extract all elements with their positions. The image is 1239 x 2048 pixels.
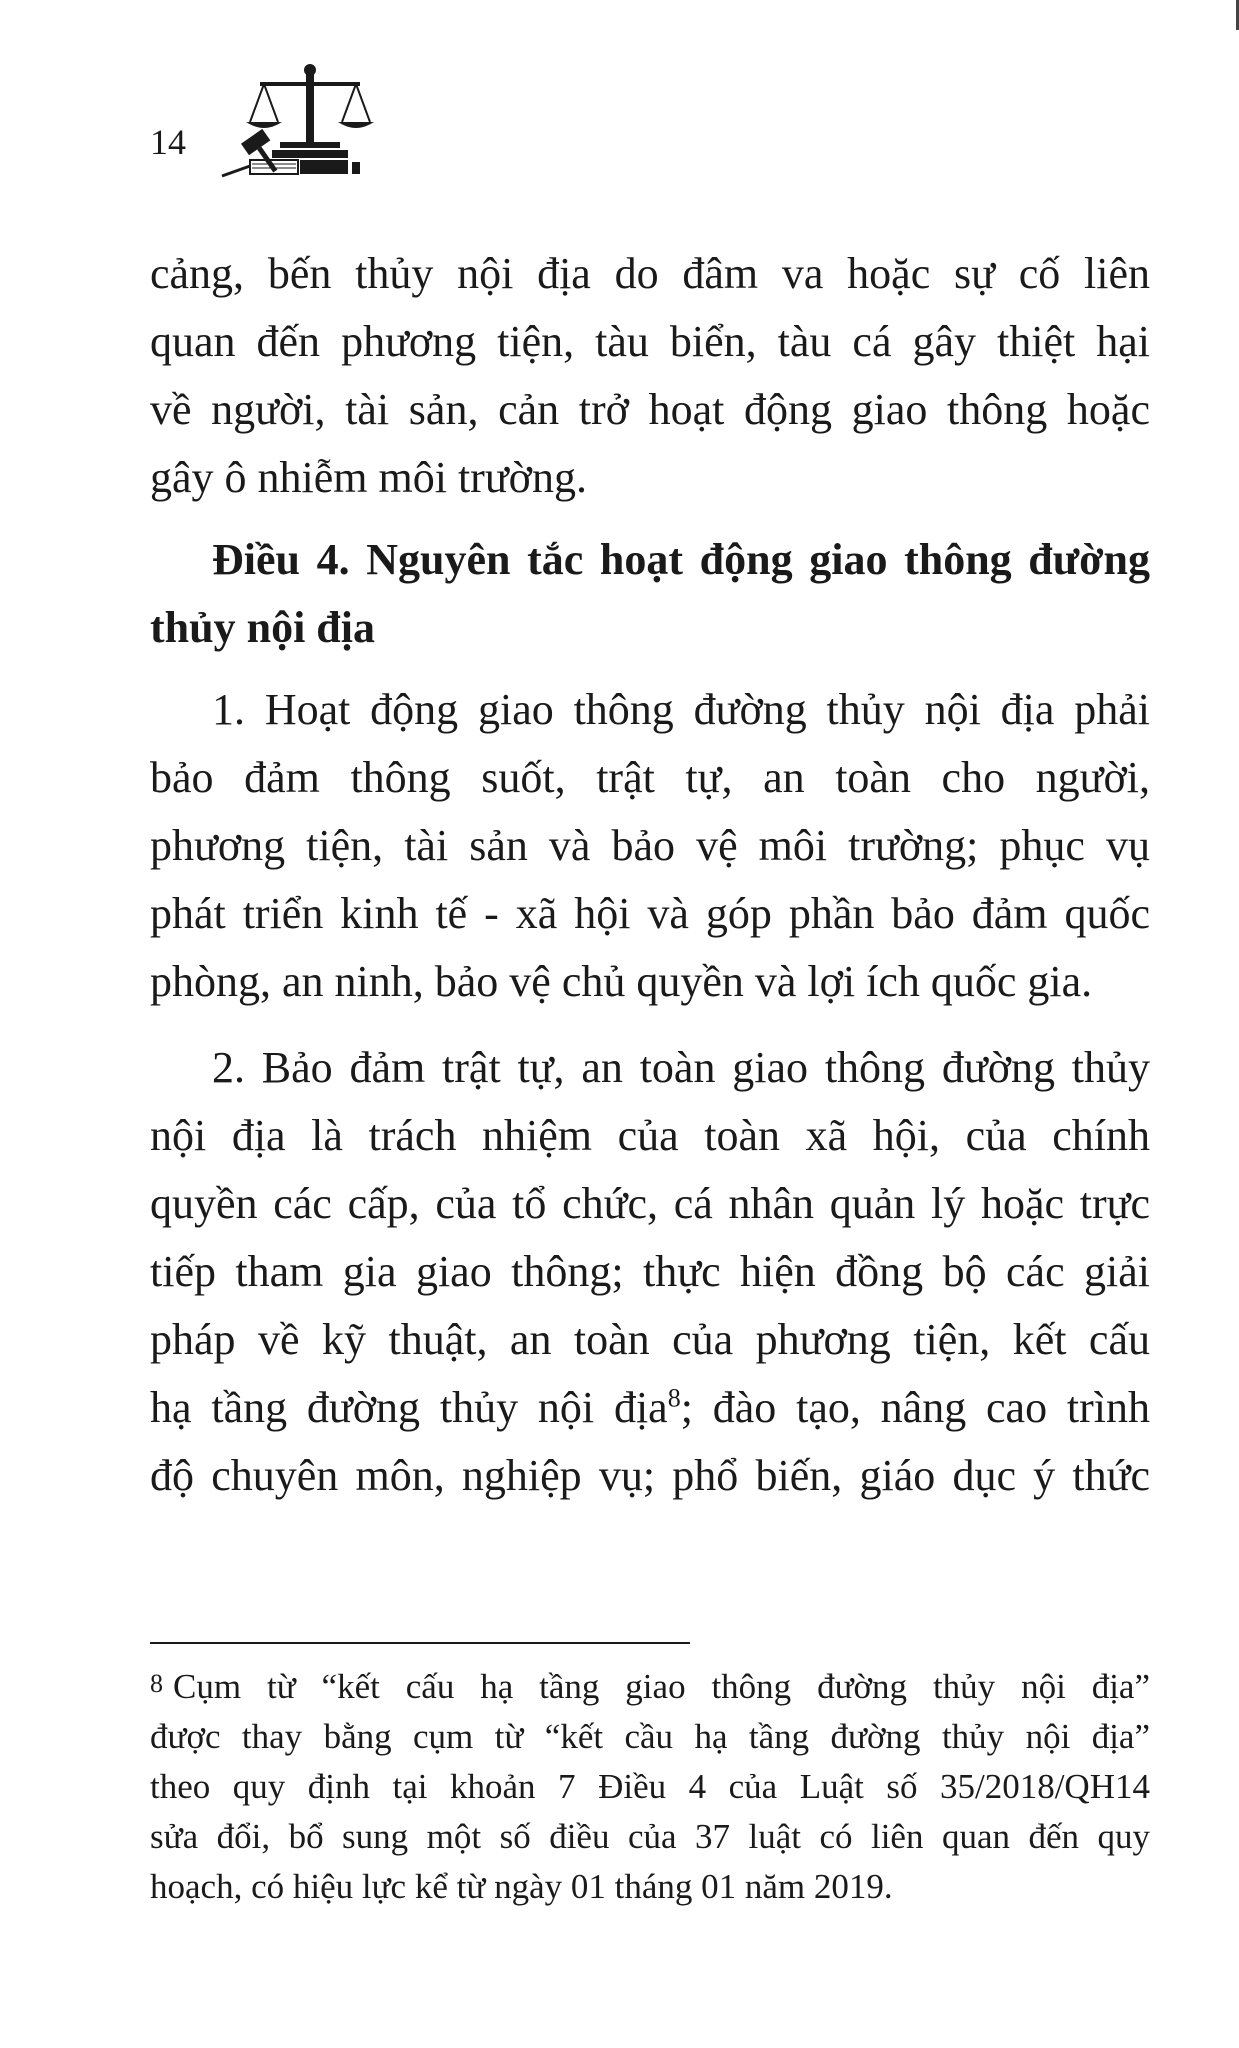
footnote-line: theo quy định tại khoản 7 Điều 4 của Luật số 35/2018/QH14: [150, 1767, 1150, 1806]
footnote-reference: 8: [667, 1383, 681, 1413]
text-fragment: hạ tầng đường thủy nội địa: [150, 1383, 668, 1432]
heading-line: Điều 4. Nguyên tắc hoạt động giao thông đường: [212, 535, 1150, 584]
scales-of-justice-gavel-icon: [220, 60, 400, 180]
text-line: gây ô nhiễm môi trường.: [150, 453, 587, 502]
text-fragment: ; đào tạo, nâng cao trình: [680, 1383, 1150, 1432]
footnote-line: hoạch, có hiệu lực kể từ ngày 01 tháng 01 năm 2019.: [150, 1867, 893, 1906]
text-line: phòng, an ninh, bảo vệ chủ quyền và lợi ích quốc gia.: [150, 957, 1093, 1006]
text-line-with-footnote-ref: [150, 1374, 1150, 1442]
body-text: [150, 240, 1150, 1510]
article-heading: [150, 526, 1150, 662]
footnote-divider: [150, 1642, 690, 1644]
footnote-line: [150, 1662, 1150, 1712]
text-line: phương tiện, tài sản và bảo vệ môi trường; phục vụ: [150, 821, 1150, 870]
text-line: cảng, bến thủy nội địa do đâm va hoặc sự cố liên: [150, 249, 1150, 298]
text-line: bảo đảm thông suốt, trật tự, an toàn cho người,: [150, 753, 1150, 802]
footnote-text: Cụm từ “kết cấu hạ tầng giao thông đường thủy nội địa”: [173, 1667, 1150, 1706]
text-line: phát triển kinh tế - xã hội và góp phần bảo đảm quốc: [150, 889, 1150, 938]
text-line: pháp về kỹ thuật, an toàn của phương tiện, kết cấu: [150, 1315, 1150, 1364]
clause-2: [150, 1034, 1150, 1510]
text-line: quan đến phương tiện, tàu biển, tàu cá gây thiệt hại: [150, 317, 1150, 366]
text-line: 1. Hoạt động giao thông đường thủy nội địa phải: [212, 685, 1150, 734]
footnote-line: sửa đổi, bổ sung một số điều của 37 luật có liên quan đến quy: [150, 1817, 1150, 1856]
text-line: quyền các cấp, của tổ chức, cá nhân quản lý hoặc trực: [150, 1179, 1150, 1228]
text-line: độ chuyên môn, nghiệp vụ; phổ biến, giáo dục ý thức: [150, 1451, 1150, 1500]
text-line: 2. Bảo đảm trật tự, an toàn giao thông đường thủy: [212, 1043, 1150, 1092]
text-line: tiếp tham gia giao thông; thực hiện đồng bộ các giải: [150, 1247, 1150, 1296]
footnote: [150, 1662, 1150, 1912]
text-line: về người, tài sản, cản trở hoạt động giao thông hoặc: [150, 385, 1150, 434]
footnote-line: được thay bằng cụm từ “kết cầu hạ tầng đường thủy nội địa”: [150, 1717, 1150, 1756]
clause-1: [150, 676, 1150, 1016]
page-header: [150, 60, 410, 180]
footnote-mark: 8: [150, 1669, 163, 1698]
heading-line: thủy nội địa: [150, 603, 375, 652]
text-line: nội địa là trách nhiệm của toàn xã hội, của chính: [150, 1111, 1150, 1160]
page-number: 14: [150, 122, 186, 162]
intro-paragraph: [150, 240, 1150, 512]
